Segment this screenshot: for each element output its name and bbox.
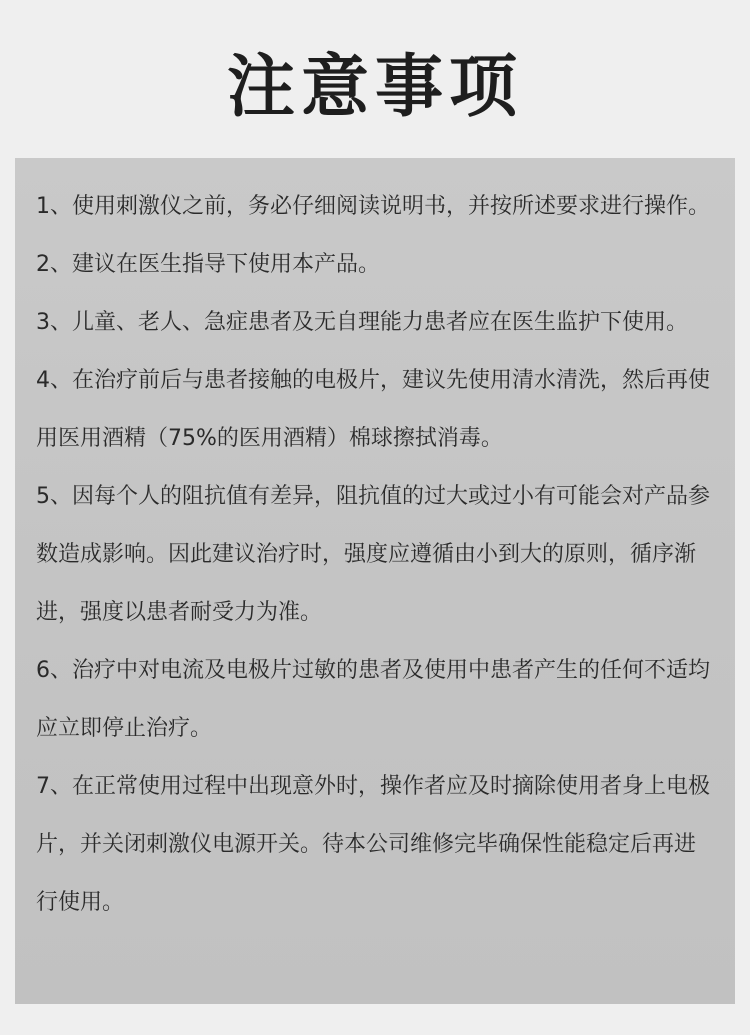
note-item-5: 5、因每个人的阻抗值有差异，阻抗值的过大或过小有可能会对产品参数造成影响。因此建议治疗时，强度应遵循由小到大的原则，循序渐进，强度以患者耐受力为准。 <box>36 484 710 625</box>
note-item-1: 1、使用刺激仪之前，务必仔细阅读说明书，并按所述要求进行操作。 <box>36 194 710 219</box>
note-item-6: 6、治疗中对电流及电极片过敏的患者及使用中患者产生的任何不适均应立即停止治疗。 <box>36 658 710 741</box>
note-item-2: 2、建议在医生指导下使用本产品。 <box>36 252 380 277</box>
page-title: 注意事项 <box>226 48 523 127</box>
note-item-3: 3、儿童、老人、急症患者及无自理能力患者应在医生监护下使用。 <box>36 310 688 335</box>
notes-panel <box>15 158 735 1004</box>
notes-list <box>36 178 716 932</box>
note-item-7: 7、在正常使用过程中出现意外时，操作者应及时摘除使用者身上电极片，并关闭刺激仪电源开关。待本公司维修完毕确保性能稳定后再进行使用。 <box>36 774 710 915</box>
note-item-4: 4、在治疗前后与患者接触的电极片，建议先使用清水清洗，然后再使用医用酒精（75%的医用酒精）棉球擦拭消毒。 <box>36 368 710 451</box>
